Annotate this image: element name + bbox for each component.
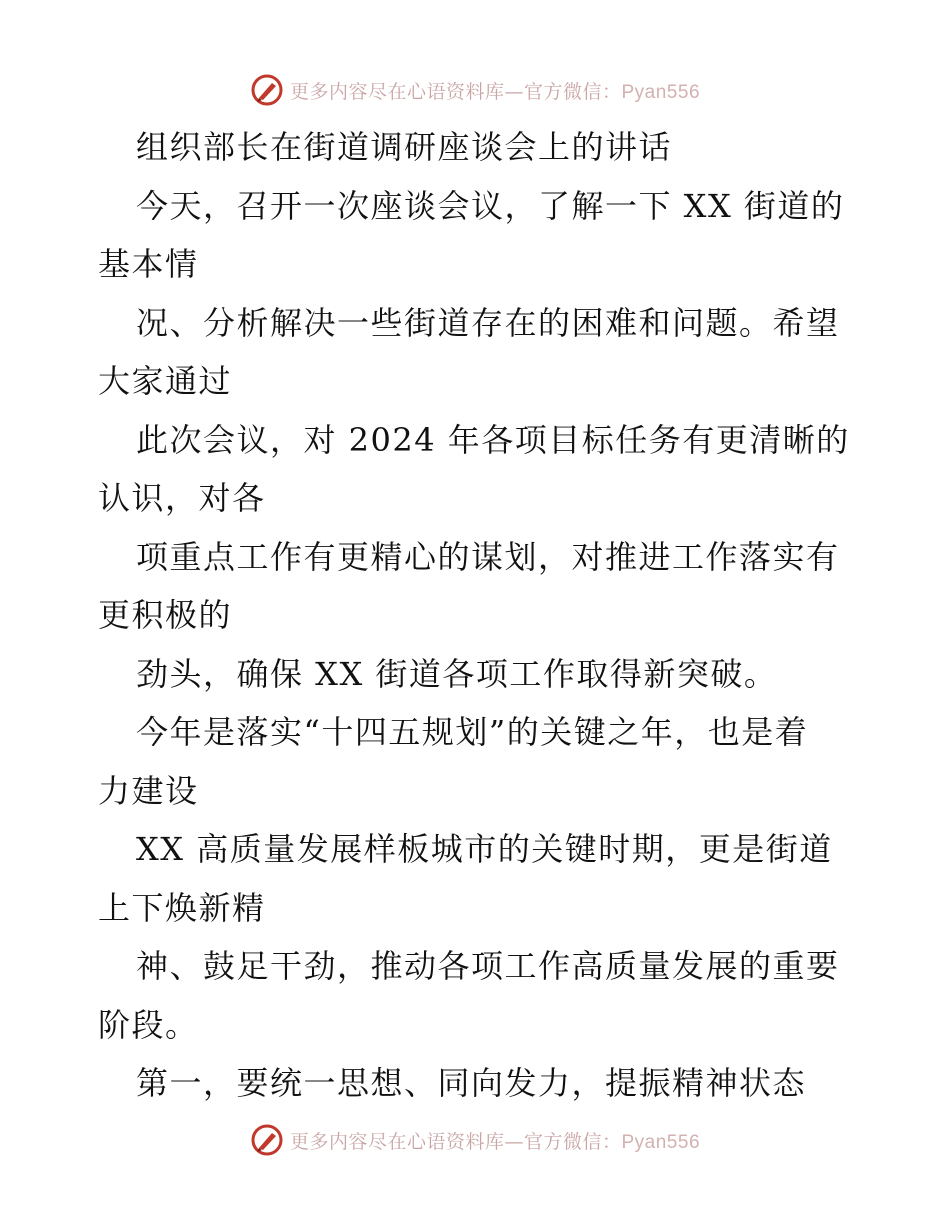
text-line: 认识，对各 — [98, 479, 266, 517]
text-line: 第一，要统一思想、同向发力，提振精神状态 — [136, 1064, 807, 1102]
text-line: 上下焕新精 — [98, 888, 266, 927]
text-line: 阶段。 — [98, 1005, 199, 1044]
text-line: 劲头，确保 XX 街道各项工作取得新突破。 — [136, 654, 778, 693]
document-title: 组织部长在街道调研座谈会上的讲话 — [136, 128, 673, 166]
text-line: XX 高质量发展样板城市的关键时期，更是街道 — [136, 830, 833, 868]
text-line: 基本情 — [98, 245, 199, 283]
red-circle-pen-logo-icon — [250, 73, 284, 107]
text-line: 今年是落实“十四五规划”的关键之年，也是着 — [136, 713, 809, 751]
text-line: 更积极的 — [98, 596, 233, 634]
text-line: 力建设 — [98, 771, 199, 810]
red-circle-pen-logo-icon — [250, 1123, 284, 1157]
text-line: 大家通过 — [98, 362, 233, 400]
watermark-text: 更多内容尽在心语资料库—官方微信：Pyan556 — [289, 80, 701, 103]
text-line: 此次会议，对 2024 年各项目标任务有更清晰的 — [136, 420, 850, 459]
text-line: 项重点工作有更精心的谋划，对推进工作落实有 — [136, 537, 840, 576]
text-line: 今天，召开一次座谈会议，了解一下 XX 街道的 — [136, 186, 845, 225]
footer-watermark — [0, 1120, 950, 1160]
header-watermark — [0, 70, 950, 110]
document-body — [98, 118, 858, 1113]
text-line: 神、鼓足干劲，推动各项工作高质量发展的重要 — [136, 947, 840, 985]
watermark-text: 更多内容尽在心语资料库—官方微信：Pyan556 — [289, 1130, 701, 1153]
text-line: 况、分析解决一些街道存在的困难和问题。希望 — [136, 303, 840, 342]
